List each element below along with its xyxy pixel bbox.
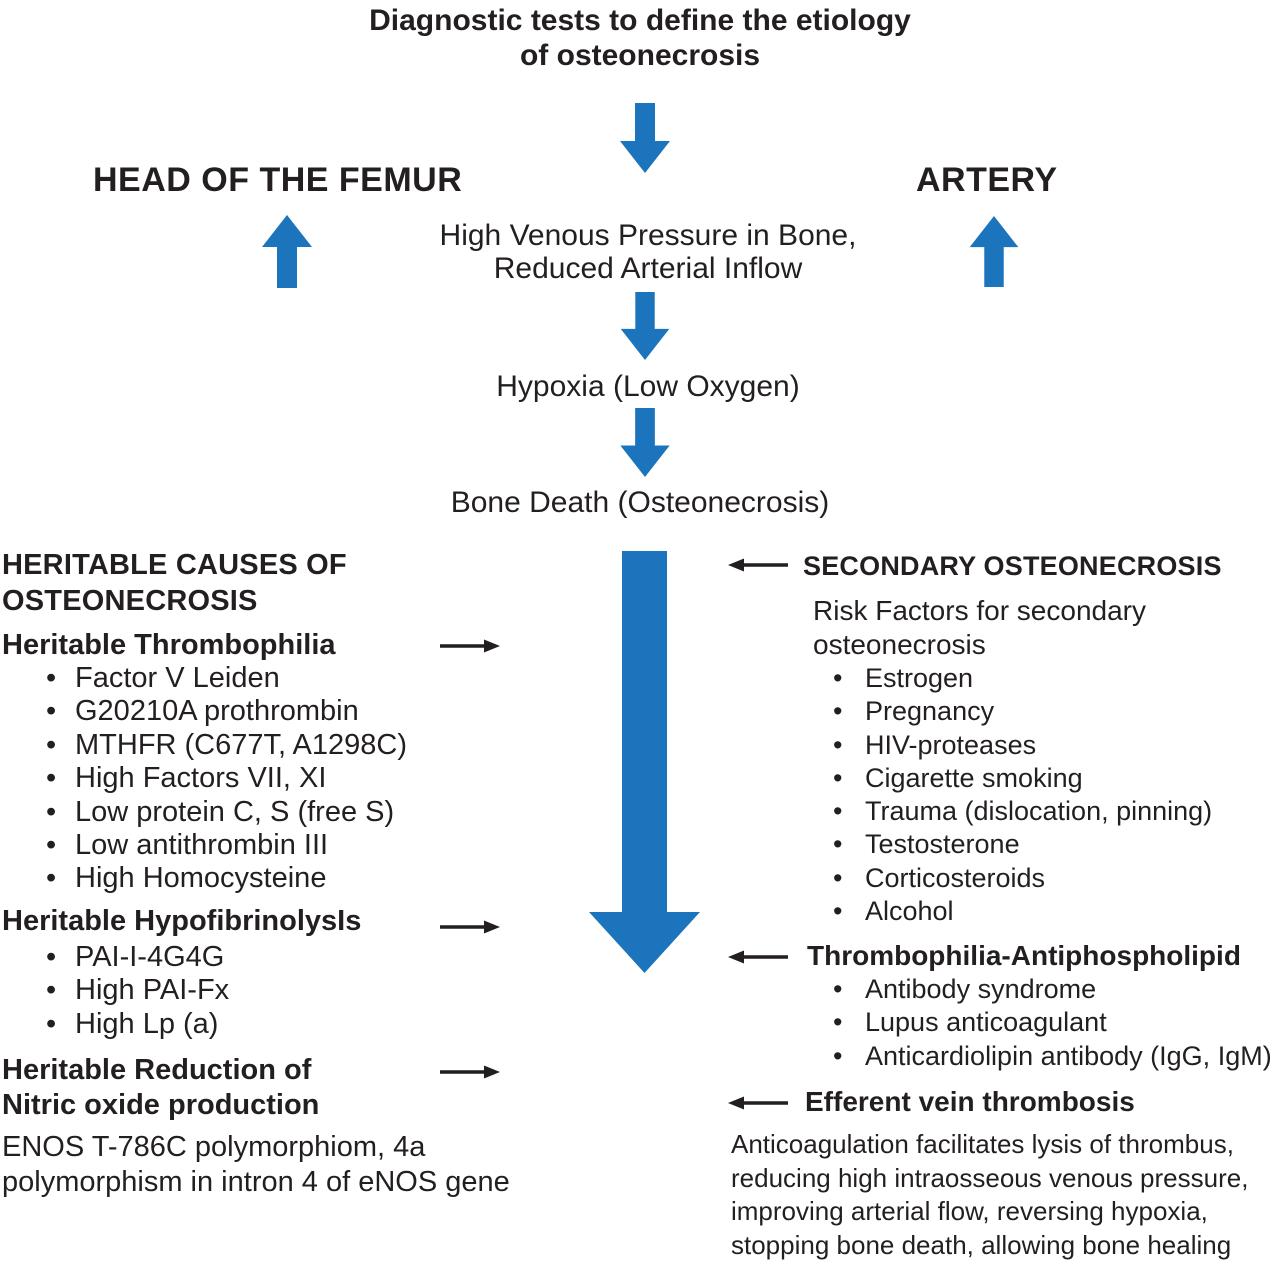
text-line: Risk Factors for secondary [813,595,1146,626]
big-down-arrow-icon [589,551,700,973]
efferent-vein-title: Efferent vein thrombosis [805,1086,1135,1117]
list-item: • Pregnancy [813,695,1212,728]
risk-factors-intro [813,594,1173,662]
list-item: • Factor V Leiden [2,662,407,695]
text-line: Anticoagulation facilitates lysis of thrombus, [731,1129,1234,1159]
text-line: osteonecrosis [813,629,986,660]
down-arrow-icon [620,408,670,477]
text-line: reducing high intraosseous venous pressure, [731,1162,1249,1193]
right-arrow-icon [440,918,500,936]
list-item: • Anticardiolipin antibody (IgG, IgM) [813,1040,1272,1073]
text-line: improving arterial flow, reversing hypoxia, [731,1196,1208,1226]
list-item: • High Factors VII, XI [2,762,407,795]
list-item: • Cigarette smoking [813,762,1212,795]
antiphospholipid-title: Thrombophilia-Antiphospholipid [807,940,1241,971]
diagram-title [310,3,970,73]
down-arrow-icon [620,292,670,360]
text-line: stopping bone death, allowing bone healing [731,1229,1232,1260]
heritable-hypofibrinolysis-title: Heritable HypofibrinolysIs [2,905,362,937]
venous-pressure-node [413,219,883,285]
right-arrow-icon [440,637,500,655]
list-item: • Antibody syndrome [813,973,1272,1006]
list-item: • High Lp (a) [2,1008,229,1041]
text-line: Nitric oxide production [2,1089,320,1121]
text-line: High Venous Pressure in Bone, [439,219,857,252]
hypofibrinolysis-list [2,941,229,1041]
list-item: • Lupus anticoagulant [813,1006,1272,1039]
head-of-femur-label: HEAD OF THE FEMUR [93,161,463,199]
left-arrow-icon [728,948,788,966]
text-line: Reduced Arterial Inflow [493,252,803,285]
text-line: OSTEONECROSIS [2,585,258,617]
antiphospholipid-list [813,973,1272,1073]
text-line: Heritable Reduction of [2,1054,312,1086]
list-item: • G20210A prothrombin [2,695,407,728]
down-arrow-icon [620,103,670,173]
text-line: of osteonecrosis [519,39,761,72]
right-arrow-icon [440,1063,500,1081]
text-line: Diagnostic tests to define the etiology [369,4,911,37]
left-arrow-icon [728,556,788,574]
up-arrow-icon [262,215,312,288]
artery-label: ARTERY [916,161,1058,199]
up-arrow-icon [969,216,1019,287]
list-item: • Trauma (dislocation, pinning) [813,795,1212,828]
secondary-osteonecrosis-heading: SECONDARY OSTEONECROSIS [803,551,1222,581]
list-item: • Corticosteroids [813,862,1212,895]
list-item: • PAI-I-4G4G [2,941,229,974]
list-item: • High Homocysteine [2,862,407,895]
anticoagulation-note [731,1128,1248,1262]
heritable-thrombophilia-title: Heritable Thrombophilia [2,629,336,661]
nitric-oxide-title [2,1053,342,1123]
list-item: • MTHFR (C677T, A1298C) [2,729,407,762]
list-item: • Alcohol [813,895,1212,928]
list-item: • Testosterone [813,828,1212,861]
bone-death-node: Bone Death (Osteonecrosis) [450,486,830,519]
left-arrow-icon [728,1094,788,1112]
list-item: • Low protein C, S (free S) [2,796,407,829]
list-item: • Low antithrombin III [2,829,407,862]
list-item: • HIV-proteases [813,729,1212,762]
text-line: polymorphism in intron 4 of eNOS gene [2,1166,510,1198]
enos-footnote [2,1130,510,1200]
text-line: ENOS T-786C polymorphiom, 4a [2,1131,426,1163]
list-item: • High PAI-Fx [2,974,229,1007]
hypoxia-node: Hypoxia (Low Oxygen) [496,370,800,403]
text-line: HERITABLE CAUSES OF [2,549,347,581]
risk-factors-list [813,662,1212,928]
list-item: • Estrogen [813,662,1212,695]
thrombophilia-list [2,662,407,896]
heritable-causes-heading [2,547,422,619]
